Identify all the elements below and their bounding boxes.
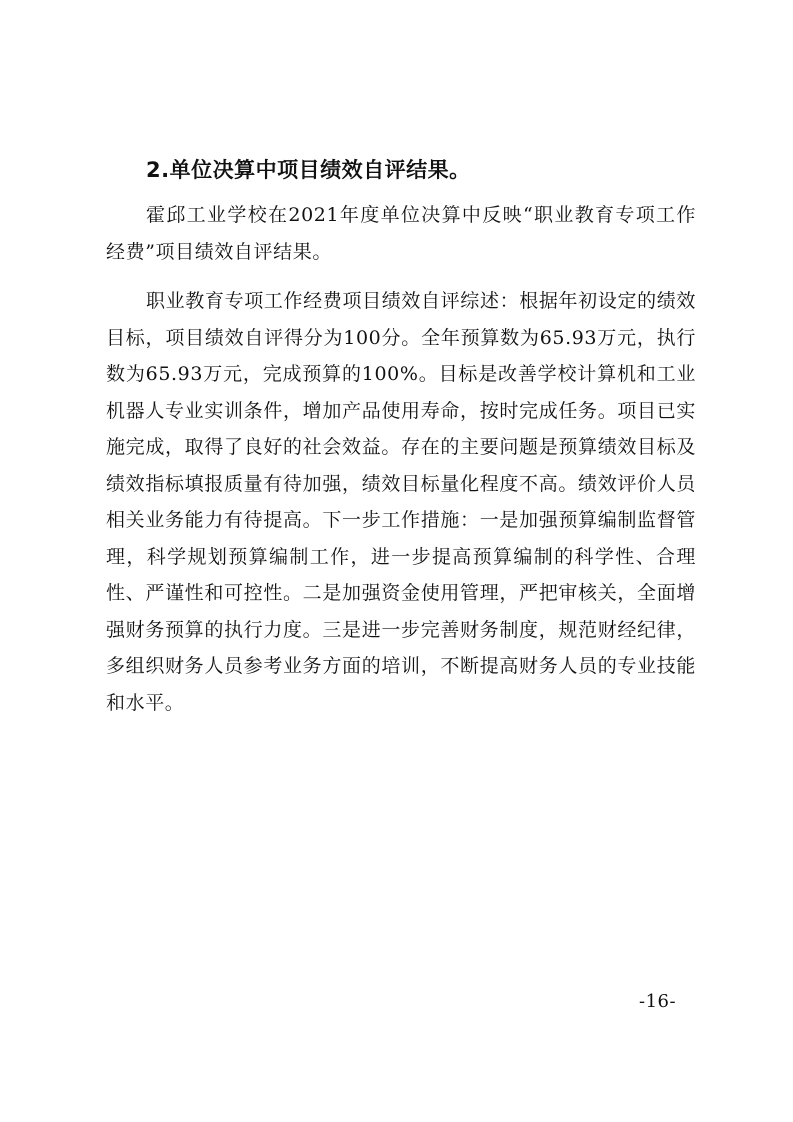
section-heading: 2.单位决算中项目绩效自评结果。	[146, 158, 471, 182]
paragraph-intro: 霍邱工业学校在2021年度单位决算中反映“职业教育专项工作经费”项目绩效自评结果。	[106, 204, 696, 263]
paragraph-summary: 职业教育专项工作经费项目绩效自评综述：根据年初设定的绩效目标，项目绩效自评得分为100分。全年预算数为65.93万元，执行数为65.93万元，完成预算的100%。目标是改善学校计算机和工业机器人专业实训条件，增加产品使用寿命，按时完成任务。项目已实施完成，取得了良好的社会效益。存在的主要问题是预算绩效目标及绩效指标填报质量有待加强，绩效目标量化程度不高。绩效评价人员相关业务能力有待提高。下一步工作措施：一是加强预算编制监督管理，科学规划预算编制工作，进一步提高预算编制的科学性、合理性、严谨性和可控性。二是加强资金使用管理，严把审核关，全面增强财务预算的执行力度。三是进一步完善财务制度，规范财经纪律，多组织财务人员参考业务方面的培训，不断提高财务人员的专业技能和水平。	[106, 290, 696, 714]
page-number: -16-	[639, 991, 677, 1012]
